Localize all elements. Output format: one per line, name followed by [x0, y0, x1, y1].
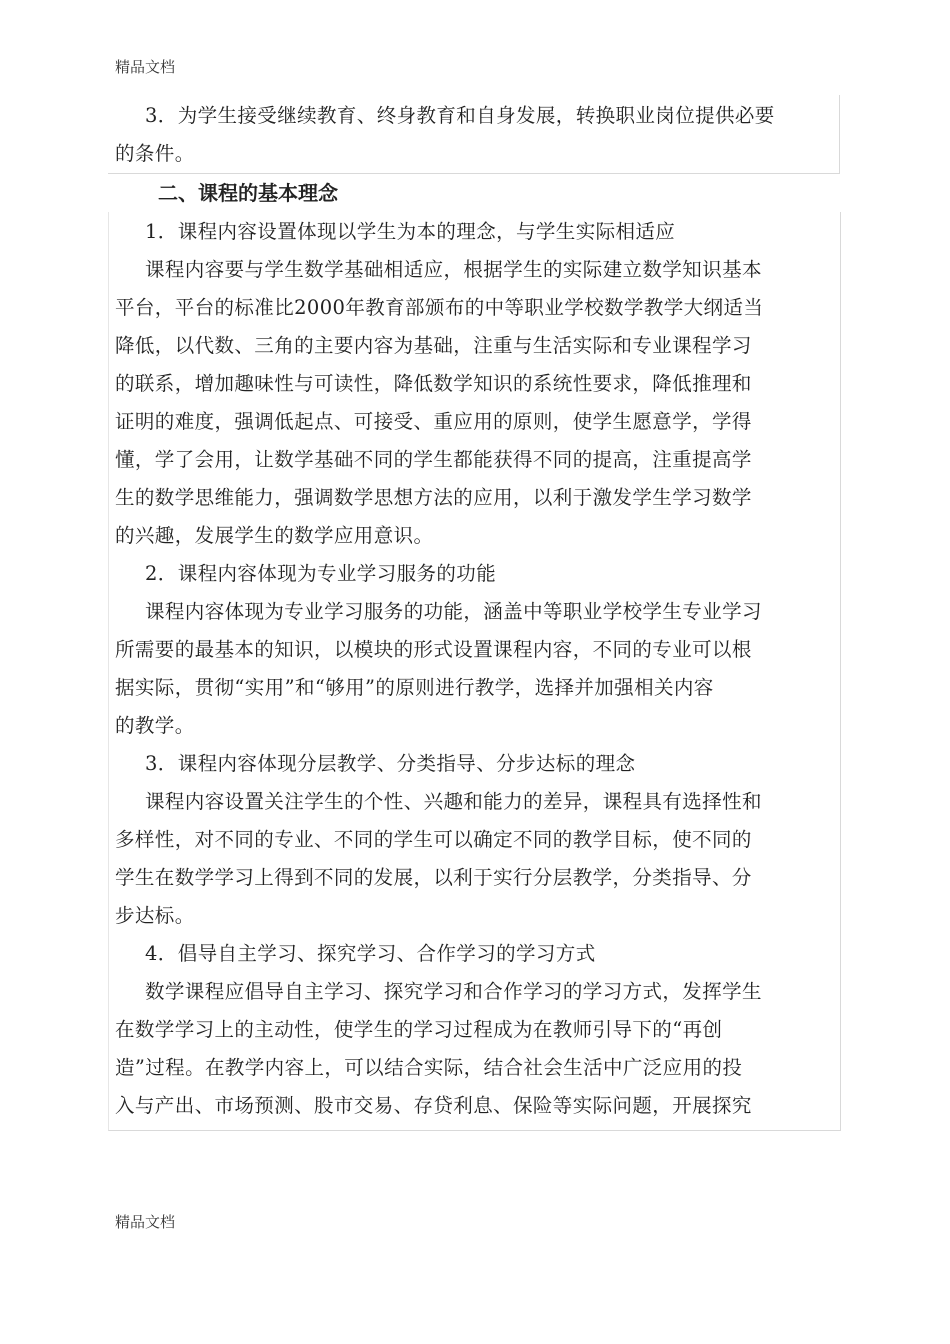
text-line: 的教学。: [115, 714, 195, 737]
text-line: 懂，学了会用，让数学基础不同的学生都能获得不同的提高，注重提高学: [115, 448, 752, 471]
text-line: 平台，平台的标准比2000年教育部颁布的中等职业学校数学教学大纲适当: [115, 296, 764, 319]
text-line: 造”过程。在教学内容上，可以结合实际，结合社会生活中广泛应用的投: [115, 1056, 743, 1079]
page-footer-mark: 精品文档: [115, 1213, 176, 1231]
text-line: 课程内容设置关注学生的个性、兴趣和能力的差异，课程具有选择性和: [145, 790, 762, 813]
text-line: 的联系，增加趣味性与可读性，降低数学知识的系统性要求，降低推理和: [115, 372, 752, 395]
text-line: 入与产出、市场预测、股市交易、存贷利息、保险等实际问题，开展探究: [115, 1094, 752, 1117]
subheading-4: 4．倡导自主学习、探究学习、合作学习的学习方式: [145, 942, 596, 965]
text-line: 课程内容体现为专业学习服务的功能，涵盖中等职业学校学生专业学习: [145, 600, 762, 623]
text-line: 所需要的最基本的知识，以模块的形式设置课程内容，不同的专业可以根: [115, 638, 752, 661]
subheading-1: 1．课程内容设置体现以学生为本的理念，与学生实际相适应: [145, 220, 676, 243]
text-line: 据实际，贯彻“实用”和“够用”的原则进行教学，选择并加强相关内容: [115, 676, 714, 699]
text-line: 生的数学思维能力，强调数学思想方法的应用，以利于激发学生学习数学: [115, 486, 752, 509]
text-line: 步达标。: [115, 904, 195, 927]
text-line: 多样性，对不同的专业、不同的学生可以确定不同的教学目标，使不同的: [115, 828, 752, 851]
text-line: 的兴趣，发展学生的数学应用意识。: [115, 524, 434, 547]
page-header-mark: 精品文档: [115, 58, 176, 76]
text-line: 的条件。: [115, 142, 195, 165]
body-text: [115, 213, 839, 1125]
prev-section-paragraph: [115, 97, 839, 173]
section-heading: 二、课程的基本理念: [158, 181, 338, 205]
subheading-2: 2．课程内容体现为专业学习服务的功能: [145, 562, 497, 585]
text-line: 在数学学习上的主动性，使学生的学习过程成为在教师引导下的“再创: [115, 1018, 723, 1041]
text-line: 降低，以代数、三角的主要内容为基础，注重与生活实际和专业课程学习: [115, 334, 752, 357]
subheading-3: 3．课程内容体现分层教学、分类指导、分步达标的理念: [145, 752, 636, 775]
text-line: 学生在数学学习上得到不同的发展，以利于实行分层教学，分类指导、分: [115, 866, 752, 889]
text-line: 证明的难度，强调低起点、可接受、重应用的原则，使学生愿意学，学得: [115, 410, 752, 433]
text-line: 3．为学生接受继续教育、终身教育和自身发展，转换职业岗位提供必要: [145, 104, 775, 127]
text-line: 数学课程应倡导自主学习、探究学习和合作学习的学习方式，发挥学生: [145, 980, 762, 1003]
text-line: 课程内容要与学生数学基础相适应，根据学生的实际建立数学知识基本: [145, 258, 762, 281]
